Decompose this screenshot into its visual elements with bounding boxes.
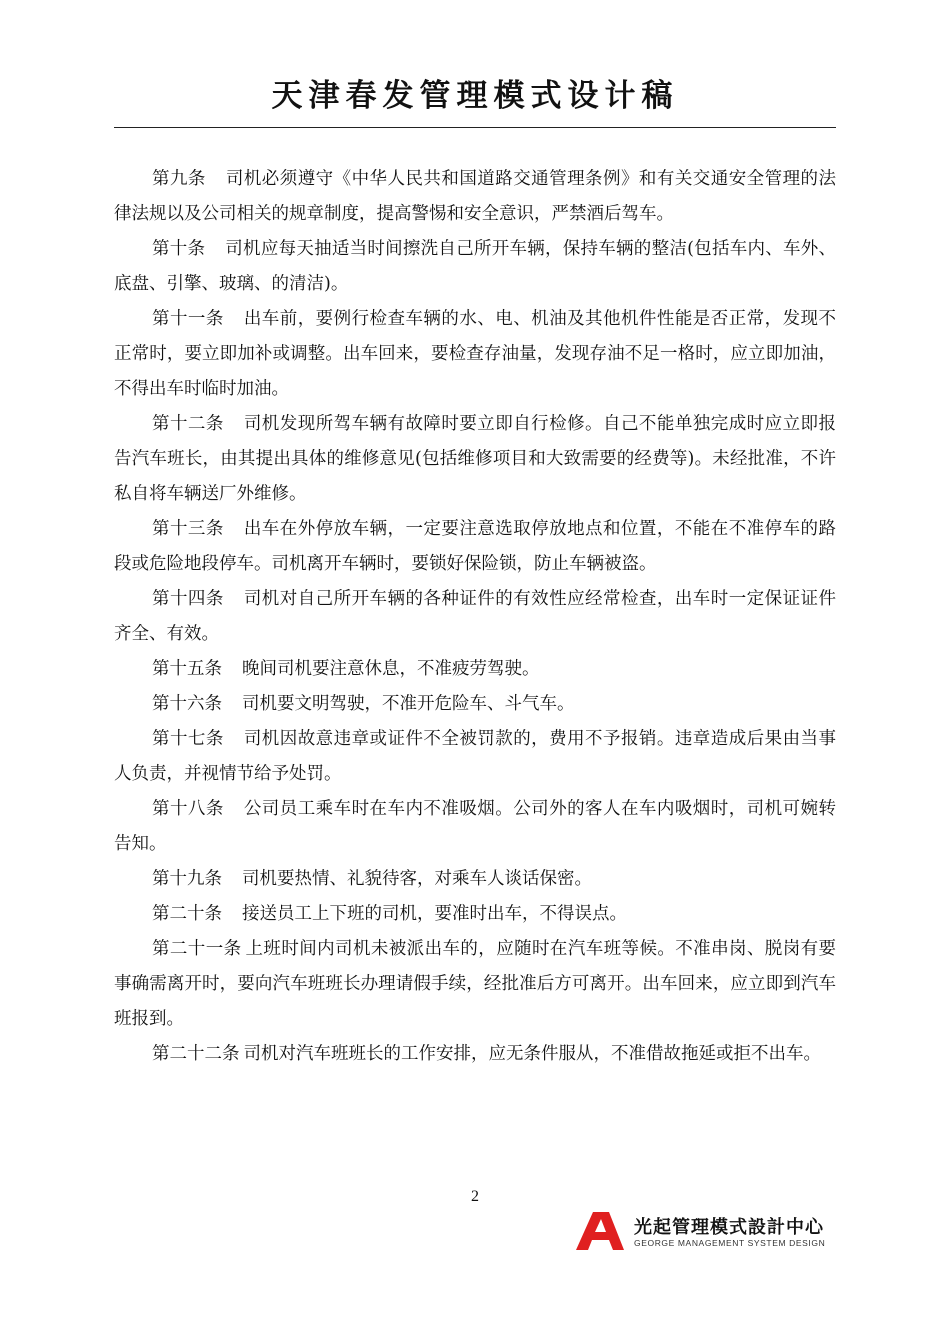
brand-a-icon <box>576 1212 624 1250</box>
page-number: 2 <box>471 1188 479 1205</box>
article-text: 司机必须遵守《中华人民共和国道路交通管理条例》和有关交通安全管理的法律法规以及公司相关的规章制度，提高警惕和安全意识，严禁酒后驾车。 <box>114 169 836 224</box>
article-16 <box>114 687 836 722</box>
article-14 <box>114 582 836 652</box>
article-17 <box>114 722 836 792</box>
article-text: 司机应每天抽适当时间擦洗自己所开车辆，保持车辆的整洁(包括车内、车外、底盘、引擎、玻璃、的清洁)。 <box>114 239 837 294</box>
article-text: 司机因故意违章或证件不全被罚款的，费用不予报销。违章造成后果由当事人负责，并视情节给予处罚。 <box>114 729 837 784</box>
brand-name: 光起管理模式設計中心 <box>634 1217 824 1238</box>
article-12 <box>114 407 836 512</box>
article-11 <box>114 302 836 407</box>
article-9 <box>114 162 836 232</box>
article-text: 司机对自己所开车辆的各种证件的有效性应经常检查，出车时一定保证证件齐全、有效。 <box>114 589 837 644</box>
article-list <box>114 162 836 1072</box>
article-number: 第十七条 <box>152 729 224 749</box>
header-divider <box>114 127 836 128</box>
article-20 <box>114 897 836 932</box>
article-number: 第十六条 <box>152 694 222 714</box>
article-text: 公司员工乘车时在车内不准吸烟。公司外的客人在车内吸烟时，司机可婉转告知。 <box>114 799 837 854</box>
article-text: 接送员工上下班的司机，要准时出车，不得误点。 <box>242 904 627 924</box>
article-18 <box>114 792 836 862</box>
article-text: 司机对汽车班班长的工作安排，应无条件服从，不准借故拖延或拒不出车。 <box>243 1044 821 1064</box>
article-text: 晚间司机要注意休息，不准疲劳驾驶。 <box>242 659 540 679</box>
article-number: 第十一条 <box>152 309 224 329</box>
page-title: 天津春发管理模式设计稿 <box>271 78 679 114</box>
article-text: 司机发现所驾车辆有故障时要立即自行检修。自己不能单独完成时应立即报告汽车班长，由其提出具体的维修意见(包括维修项目和大致需要的经费等)。未经批准，不许私自将车辆送厂外维修。 <box>114 414 837 504</box>
article-number: 第十二条 <box>152 414 224 434</box>
article-number: 第十条 <box>152 239 206 259</box>
article-text: 司机要文明驾驶，不准开危险车、斗气车。 <box>242 694 575 714</box>
article-text: 上班时间内司机未被派出车的，应随时在汽车班等候。不准串岗、脱岗有要事确需离开时，要向汽车班班长办理请假手续，经批准后方可离开。出车回来，应立即到汽车班报到。 <box>114 939 837 1029</box>
article-number: 第十九条 <box>152 869 222 889</box>
article-number: 第十三条 <box>152 519 224 539</box>
article-21 <box>114 932 836 1037</box>
article-10 <box>114 232 836 302</box>
article-number: 第九条 <box>152 169 206 189</box>
article-13 <box>114 512 836 582</box>
article-text: 出车在外停放车辆，一定要注意选取停放地点和位置，不能在不准停车的路段或危险地段停车。司机离开车辆时，要锁好保险锁，防止车辆被盗。 <box>114 519 837 574</box>
brand-logo <box>576 1212 838 1250</box>
article-number: 第十五条 <box>152 659 222 679</box>
article-number: 第十八条 <box>152 799 224 819</box>
article-text: 司机要热情、礼貌待客，对乘车人谈话保密。 <box>242 869 592 889</box>
article-15 <box>114 652 836 687</box>
article-text: 出车前，要例行检查车辆的水、电、机油及其他机件性能是否正常，发现不正常时，要立即加补或调整。出车回来，要检查存油量，发现存油不足一格时，应立即加油，不得出车时临时加油。 <box>114 309 837 399</box>
article-number: 第二十一条 <box>152 939 242 959</box>
article-number: 第二十二条 <box>152 1044 240 1064</box>
brand-subtitle: GEORGE MANAGEMENT SYSTEM DESIGN <box>634 1238 826 1248</box>
article-number: 第十四条 <box>152 589 224 609</box>
article-19 <box>114 862 836 897</box>
article-22 <box>114 1037 836 1072</box>
article-number: 第二十条 <box>152 904 222 924</box>
